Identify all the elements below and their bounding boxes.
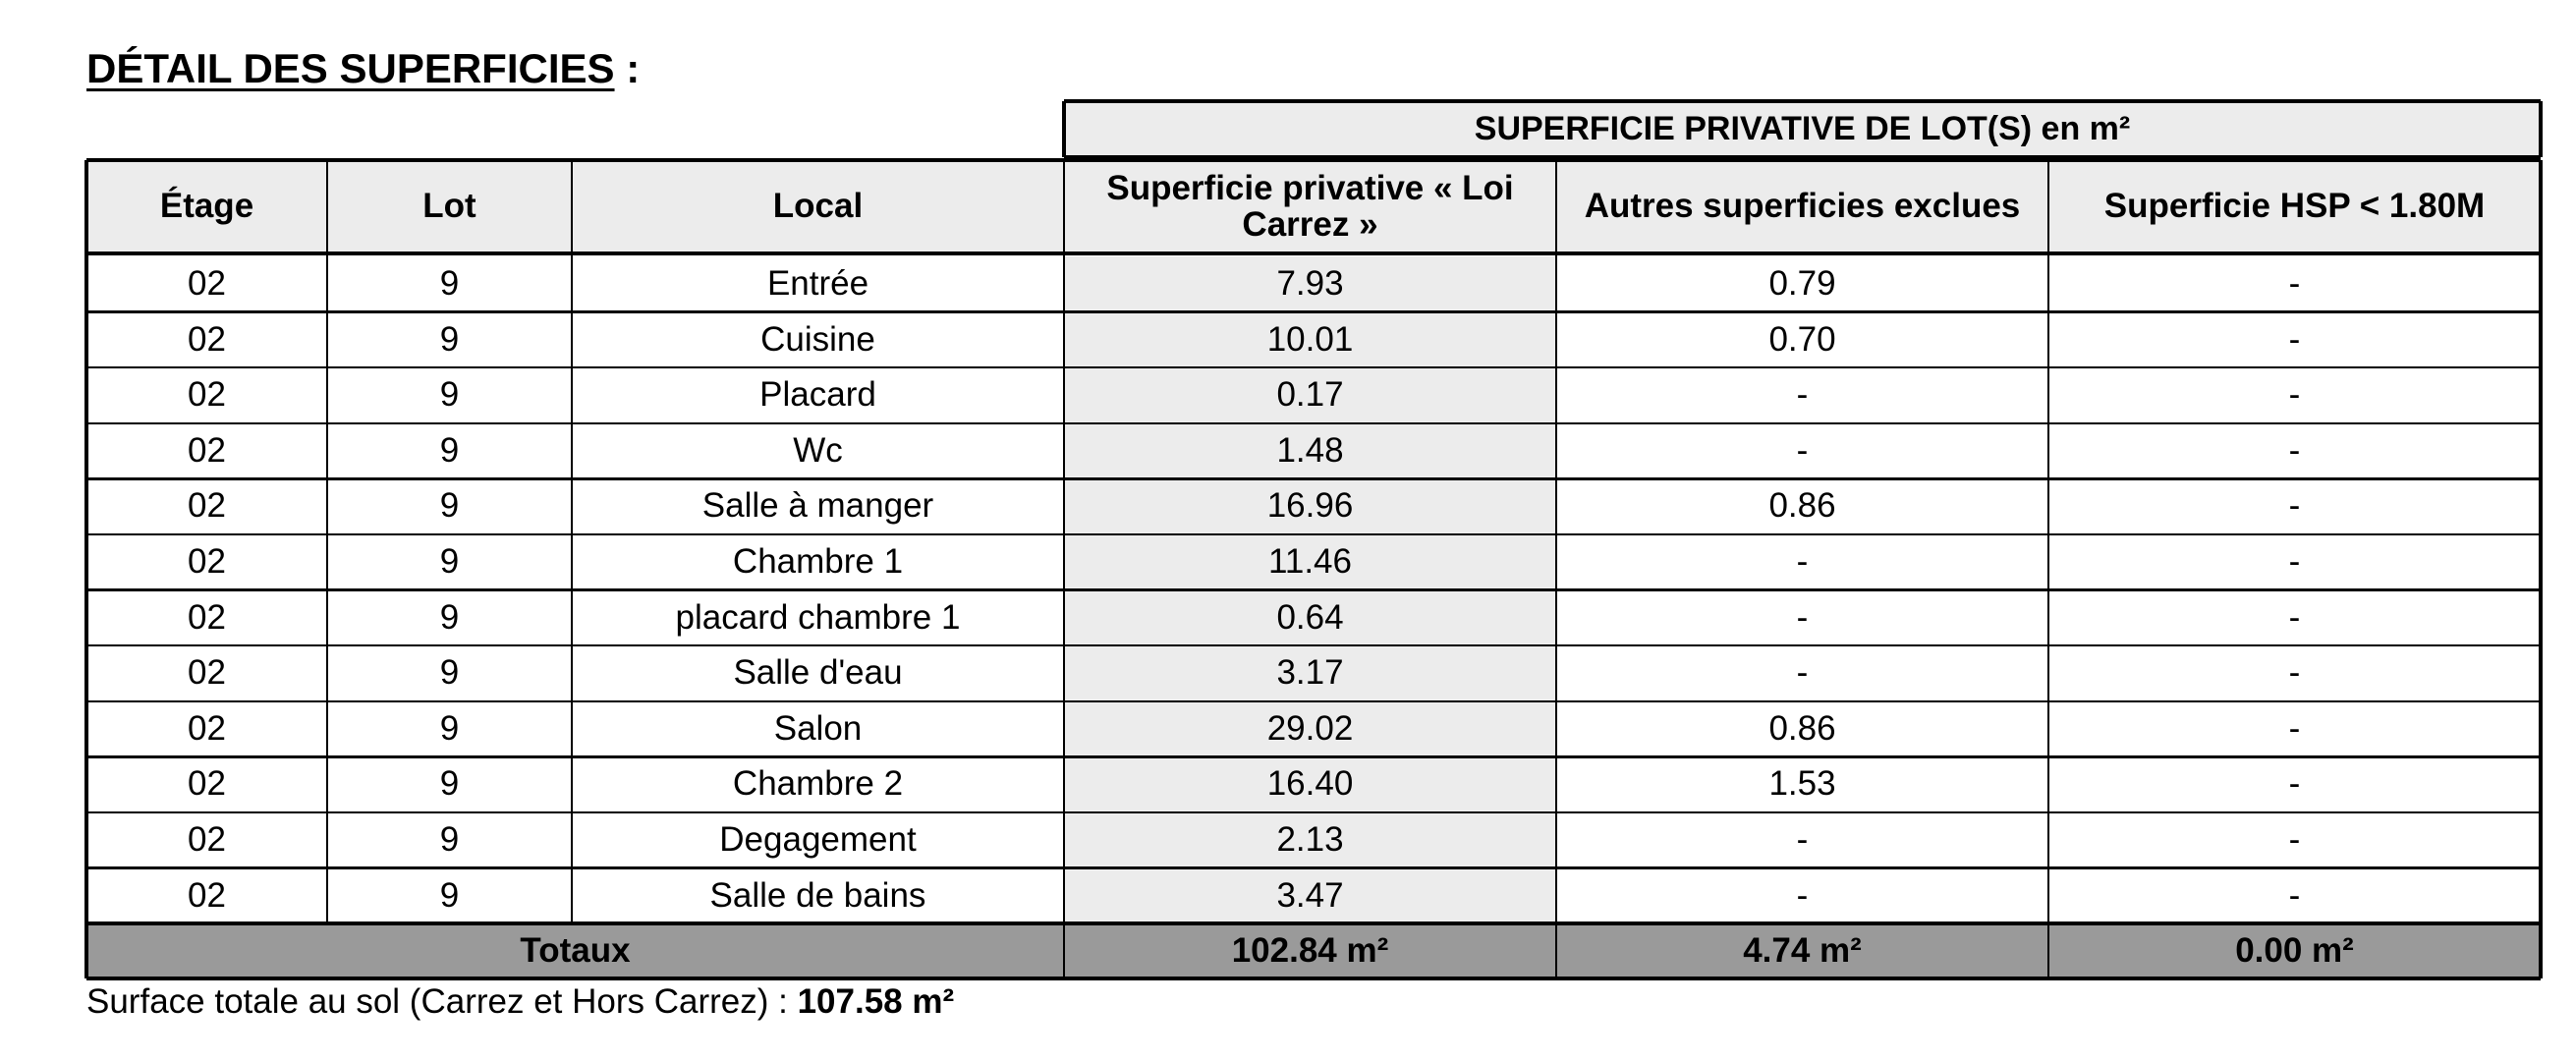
cell-autres: 0.86 bbox=[1768, 708, 1836, 748]
cell-etage: 02 bbox=[188, 486, 226, 526]
table-rule bbox=[2047, 923, 2050, 978]
cell-etage: 02 bbox=[188, 875, 226, 915]
cell-carrez: 2.13 bbox=[1064, 812, 1556, 868]
cell-lot: 9 bbox=[439, 263, 460, 303]
cell-hsp: - bbox=[2288, 430, 2301, 470]
cell-local: Chambre 2 bbox=[732, 764, 904, 804]
totals-hsp: 0.00 m² bbox=[2048, 923, 2541, 978]
cell-carrez: 16.40 bbox=[1064, 756, 1556, 812]
header-hsp: Superficie HSP < 1.80M bbox=[2048, 160, 2541, 253]
table-rule bbox=[86, 477, 2541, 480]
cell-autres: 0.86 bbox=[1768, 486, 1836, 526]
cell-carrez: 11.46 bbox=[1064, 534, 1556, 590]
cell-carrez: 29.02 bbox=[1064, 701, 1556, 757]
header-autres: Autres superficies exclues bbox=[1556, 160, 2048, 253]
totals-label: Totaux bbox=[86, 923, 1064, 978]
cell-hsp: - bbox=[2288, 486, 2301, 526]
table-rule bbox=[86, 700, 2541, 703]
cell-local: Placard bbox=[759, 375, 876, 415]
table-rule bbox=[86, 366, 2541, 369]
cell-local: Salle à manger bbox=[701, 486, 934, 526]
cell-lot: 9 bbox=[439, 430, 460, 470]
cell-lot: 9 bbox=[439, 597, 460, 637]
cell-carrez: 3.47 bbox=[1064, 868, 1556, 924]
table-rule bbox=[86, 977, 2541, 980]
table-rule bbox=[2539, 923, 2543, 978]
cell-carrez: 10.01 bbox=[1064, 312, 1556, 368]
total-surface-line bbox=[86, 982, 954, 1022]
cell-etage: 02 bbox=[188, 263, 226, 303]
cell-local: Entrée bbox=[766, 263, 869, 303]
cell-local: placard chambre 1 bbox=[675, 597, 961, 637]
table-rule bbox=[2047, 160, 2050, 923]
table-rule bbox=[86, 533, 2541, 536]
totals-autres: 4.74 m² bbox=[1556, 923, 2048, 978]
cell-lot: 9 bbox=[439, 708, 460, 748]
total-surface-value: 107.58 m² bbox=[797, 982, 955, 1021]
table-rule bbox=[86, 644, 2541, 647]
cell-autres: - bbox=[1796, 597, 1809, 637]
cell-autres: - bbox=[1796, 375, 1809, 415]
cell-hsp: - bbox=[2288, 319, 2301, 359]
cell-hsp: - bbox=[2288, 764, 2301, 804]
table-rule bbox=[1555, 160, 1558, 923]
cell-autres: - bbox=[1796, 819, 1809, 859]
cell-local: Wc bbox=[793, 430, 843, 470]
cell-lot: 9 bbox=[439, 875, 460, 915]
table-rule bbox=[86, 310, 2541, 313]
table-rule bbox=[1062, 101, 1066, 157]
cell-local: Salle de bains bbox=[709, 875, 926, 915]
page-title bbox=[86, 45, 640, 92]
cell-hsp: - bbox=[2288, 597, 2301, 637]
cell-carrez: 7.93 bbox=[1064, 256, 1556, 312]
table-rule bbox=[2539, 160, 2543, 923]
cell-etage: 02 bbox=[188, 430, 226, 470]
cell-autres: - bbox=[1796, 875, 1809, 915]
header-lot: Lot bbox=[327, 160, 572, 253]
cell-hsp: - bbox=[2288, 541, 2301, 581]
cell-carrez: 3.17 bbox=[1064, 645, 1556, 701]
cell-lot: 9 bbox=[439, 486, 460, 526]
cell-local: Chambre 1 bbox=[732, 541, 904, 581]
cell-lot: 9 bbox=[439, 541, 460, 581]
cell-autres: - bbox=[1796, 430, 1809, 470]
table-rule bbox=[86, 755, 2541, 758]
page-title-text: DÉTAIL DES SUPERFICIES bbox=[86, 45, 615, 91]
cell-autres: 1.53 bbox=[1768, 764, 1836, 804]
cell-carrez: 16.96 bbox=[1064, 478, 1556, 534]
cell-etage: 02 bbox=[188, 764, 226, 804]
cell-etage: 02 bbox=[188, 708, 226, 748]
cell-lot: 9 bbox=[439, 819, 460, 859]
table-rule bbox=[86, 158, 2541, 162]
cell-etage: 02 bbox=[188, 541, 226, 581]
cell-etage: 02 bbox=[188, 319, 226, 359]
cell-autres: - bbox=[1796, 653, 1809, 693]
cell-local: Salon bbox=[773, 708, 863, 748]
group-header: SUPERFICIE PRIVATIVE DE LOT(S) en m² bbox=[1064, 101, 2541, 157]
table-rule bbox=[86, 811, 2541, 814]
cell-hsp: - bbox=[2288, 653, 2301, 693]
table-rule bbox=[84, 160, 88, 923]
cell-carrez: 0.17 bbox=[1064, 367, 1556, 423]
cell-etage: 02 bbox=[188, 819, 226, 859]
table-rule bbox=[1063, 923, 1066, 978]
cell-autres: 0.70 bbox=[1768, 319, 1836, 359]
header-carrez: Superficie privative « Loi Carrez » bbox=[1064, 160, 1556, 253]
cell-local: Cuisine bbox=[760, 319, 875, 359]
table-rule bbox=[2539, 101, 2543, 157]
table-rule bbox=[86, 588, 2541, 591]
cell-hsp: - bbox=[2288, 708, 2301, 748]
header-local: Local bbox=[572, 160, 1064, 253]
cell-lot: 9 bbox=[439, 764, 460, 804]
table-rule bbox=[1063, 160, 1066, 923]
cell-hsp: - bbox=[2288, 263, 2301, 303]
cell-local: Degagement bbox=[719, 819, 917, 859]
total-surface-label: Surface totale au sol (Carrez et Hors Carrez) : bbox=[86, 982, 798, 1021]
cell-hsp: - bbox=[2288, 819, 2301, 859]
cell-lot: 9 bbox=[439, 375, 460, 415]
cell-carrez: 0.64 bbox=[1064, 590, 1556, 646]
cell-autres: 0.79 bbox=[1768, 263, 1836, 303]
cell-etage: 02 bbox=[188, 597, 226, 637]
cell-autres: - bbox=[1796, 541, 1809, 581]
table-rule bbox=[86, 251, 2541, 255]
cell-carrez: 1.48 bbox=[1064, 423, 1556, 479]
cell-hsp: - bbox=[2288, 875, 2301, 915]
table-rule bbox=[326, 160, 329, 923]
cell-lot: 9 bbox=[439, 319, 460, 359]
table-rule bbox=[86, 866, 2541, 869]
cell-local: Salle d'eau bbox=[733, 653, 903, 693]
table-rule bbox=[86, 422, 2541, 425]
totals-carrez: 102.84 m² bbox=[1064, 923, 1556, 978]
cell-hsp: - bbox=[2288, 375, 2301, 415]
cell-lot: 9 bbox=[439, 653, 460, 693]
header-etage: Étage bbox=[86, 160, 327, 253]
table-rule bbox=[1064, 99, 2541, 103]
table-rule bbox=[84, 923, 88, 978]
table-rule bbox=[571, 160, 574, 923]
table-rule bbox=[86, 921, 2541, 925]
cell-etage: 02 bbox=[188, 653, 226, 693]
page-title-suffix: : bbox=[614, 45, 641, 91]
table-rule bbox=[1555, 923, 1558, 978]
cell-etage: 02 bbox=[188, 375, 226, 415]
